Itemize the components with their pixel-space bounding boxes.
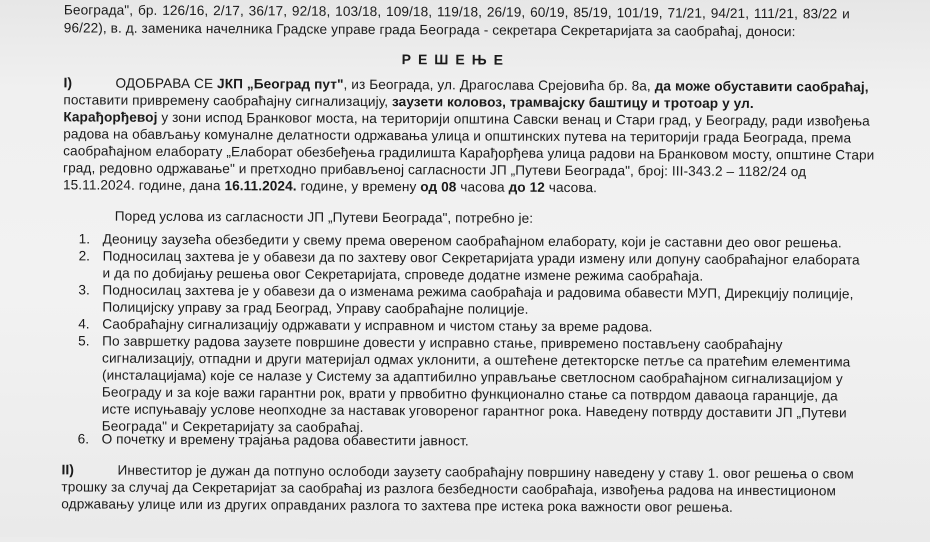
traffic-suspension-phrase: да може обуставити саобраћај, — [654, 78, 869, 95]
list-item-line: Полицијску управу за град Београд, Управу саобраћајне полиције. — [102, 299, 529, 317]
list-item-number: 2. — [78, 248, 91, 264]
time-phrase: године, у времену — [296, 178, 421, 195]
list-item-line: Подносилац захтева је у обавези да по захтеву овог Секретаријата уради измену или допуну саобраћајног елабората — [102, 248, 860, 268]
hours-word-end: часова. — [544, 179, 598, 196]
list-item-line: Подносилац захтева је у обавези да о изменама режима саобраћаја и радовима обавести МУП, Дирекцију полиције, — [102, 282, 854, 302]
occupation-phrase: заузети коловоз, трамвајску баштицу и тротоар у ул. — [391, 94, 754, 111]
list-item-number: 4. — [78, 316, 90, 332]
section-1-line-6: град, редовно одржавање" и претходно прибављеној сагласности ЈП „Путеви Београда", број: III-343.2 – 1182/24 од — [63, 160, 807, 180]
signal-phrase: поставити привремену саобраћајну сигнализацију, — [63, 92, 393, 110]
end-time: до 12 — [508, 179, 545, 195]
approval-phrase: ОДОБРАВА СЕ — [115, 75, 218, 92]
list-item-line: и да по добијању решења овог Секретаријата, спроведе додатне измене режима саобраћаја. — [102, 265, 704, 284]
header-line-1: Београда", бр. 126/16, 2/17, 36/17, 92/18, 103/18, 109/18, 119/18, 26/19, 60/19, 85/19, 101/19, 71/21, 94/21, 111/21, 83/22 и — [63, 2, 850, 22]
list-item-line: О почетку и времену трајања радова обавестити јавност. — [101, 431, 469, 449]
section-2-line-3: одржавању улице или из других оправданих разлога то захтева пре истека рока важности овог решења. — [61, 496, 733, 515]
list-item-line: Саобраћајну сигнализацију одржавати у исправном и чистом стању за време радова. — [102, 316, 653, 335]
street-name: Карађорђевој — [63, 109, 158, 125]
section-2-line-1: Инвеститор је дужан да потпуно ослободи заузету саобраћајну површину наведену у ставу 1. овог решења о свом — [117, 462, 854, 482]
list-item-line: (инсталацијама) које се налазе у Систему за адаптибилно управљање светлосном саобраћајном сигнализацијом у — [101, 367, 843, 387]
location-description: у зони испод Бранковог моста, на територији општина Савски венац и Стари град, у Београду, ради извођења — [157, 109, 870, 129]
header-line-2: 96/22), в. д. заменика начелника Градске управе града Београда - секретара Секретаријата за саобраћај, доноси: — [63, 20, 796, 40]
list-item-line: По завршетку радова заузете површине довести у исправно стање, привремено постављену саобраћајну — [102, 333, 783, 353]
section-1-marker: I) — [63, 74, 73, 91]
list-item-line: сигнализацију, отпадни и други материјал одмах уклонити, а оштећене детекторске петље са пратећим елементима — [102, 350, 851, 370]
company-address: , из Београда, ул. Драгослава Срејовића бр. 8а, — [343, 76, 655, 94]
list-item-number: 5. — [78, 333, 90, 349]
decision-title: РЕШЕЊЕ — [401, 51, 510, 68]
list-item-line: Београду и за које важи гарантни рок, врати у првобитно функционално стање са потврдом даваоца гаранције, да — [101, 384, 838, 404]
list-item-number: 3. — [78, 282, 90, 298]
consent-date: 15.11.2024. године, дана — [62, 177, 225, 194]
section-2-marker: II) — [61, 461, 74, 478]
section-2-line-2: трошку за случај да Секретаријат за саобраћај из разлога безбедности саобраћаја, извођења радова на инвестиционом — [61, 479, 837, 499]
section-1-line-7 — [63, 176, 597, 196]
section-1-line-5: саобраћајном елаборату „Елаборат обезбеђења градилишта Карађорђева улица радови на Бранковом мосту, општине Стари — [63, 143, 875, 163]
list-item-number: 1. — [78, 231, 91, 247]
conditions-intro: Поред услова из сагласности ЈП „Путеви Београда", потребно је: — [114, 208, 534, 226]
list-item-line: исте испуњавају услове неопходне за наставак уговореног гарантног рока. Наведену потврду доставити ЈП „Путеви — [101, 401, 847, 421]
section-1-line-4: радова на обављању комуналне делатности одржавања улица и општинских путева на територији града Београда, према — [63, 126, 852, 146]
list-item-number: 6. — [77, 431, 90, 447]
start-time: од 08 — [420, 179, 457, 195]
list-item-line: Београда" и Секретаријату за саобраћај. — [101, 418, 364, 435]
company-name: ЈКП „Београд пут" — [217, 76, 344, 92]
list-item-line: Деоницу заузећа обезбедити у свему према овереном саобраћајном елаборату, који је саставни део овог решења. — [102, 231, 842, 251]
hours-word: часова — [456, 179, 509, 195]
work-date: 16.11.2024. — [224, 178, 297, 194]
